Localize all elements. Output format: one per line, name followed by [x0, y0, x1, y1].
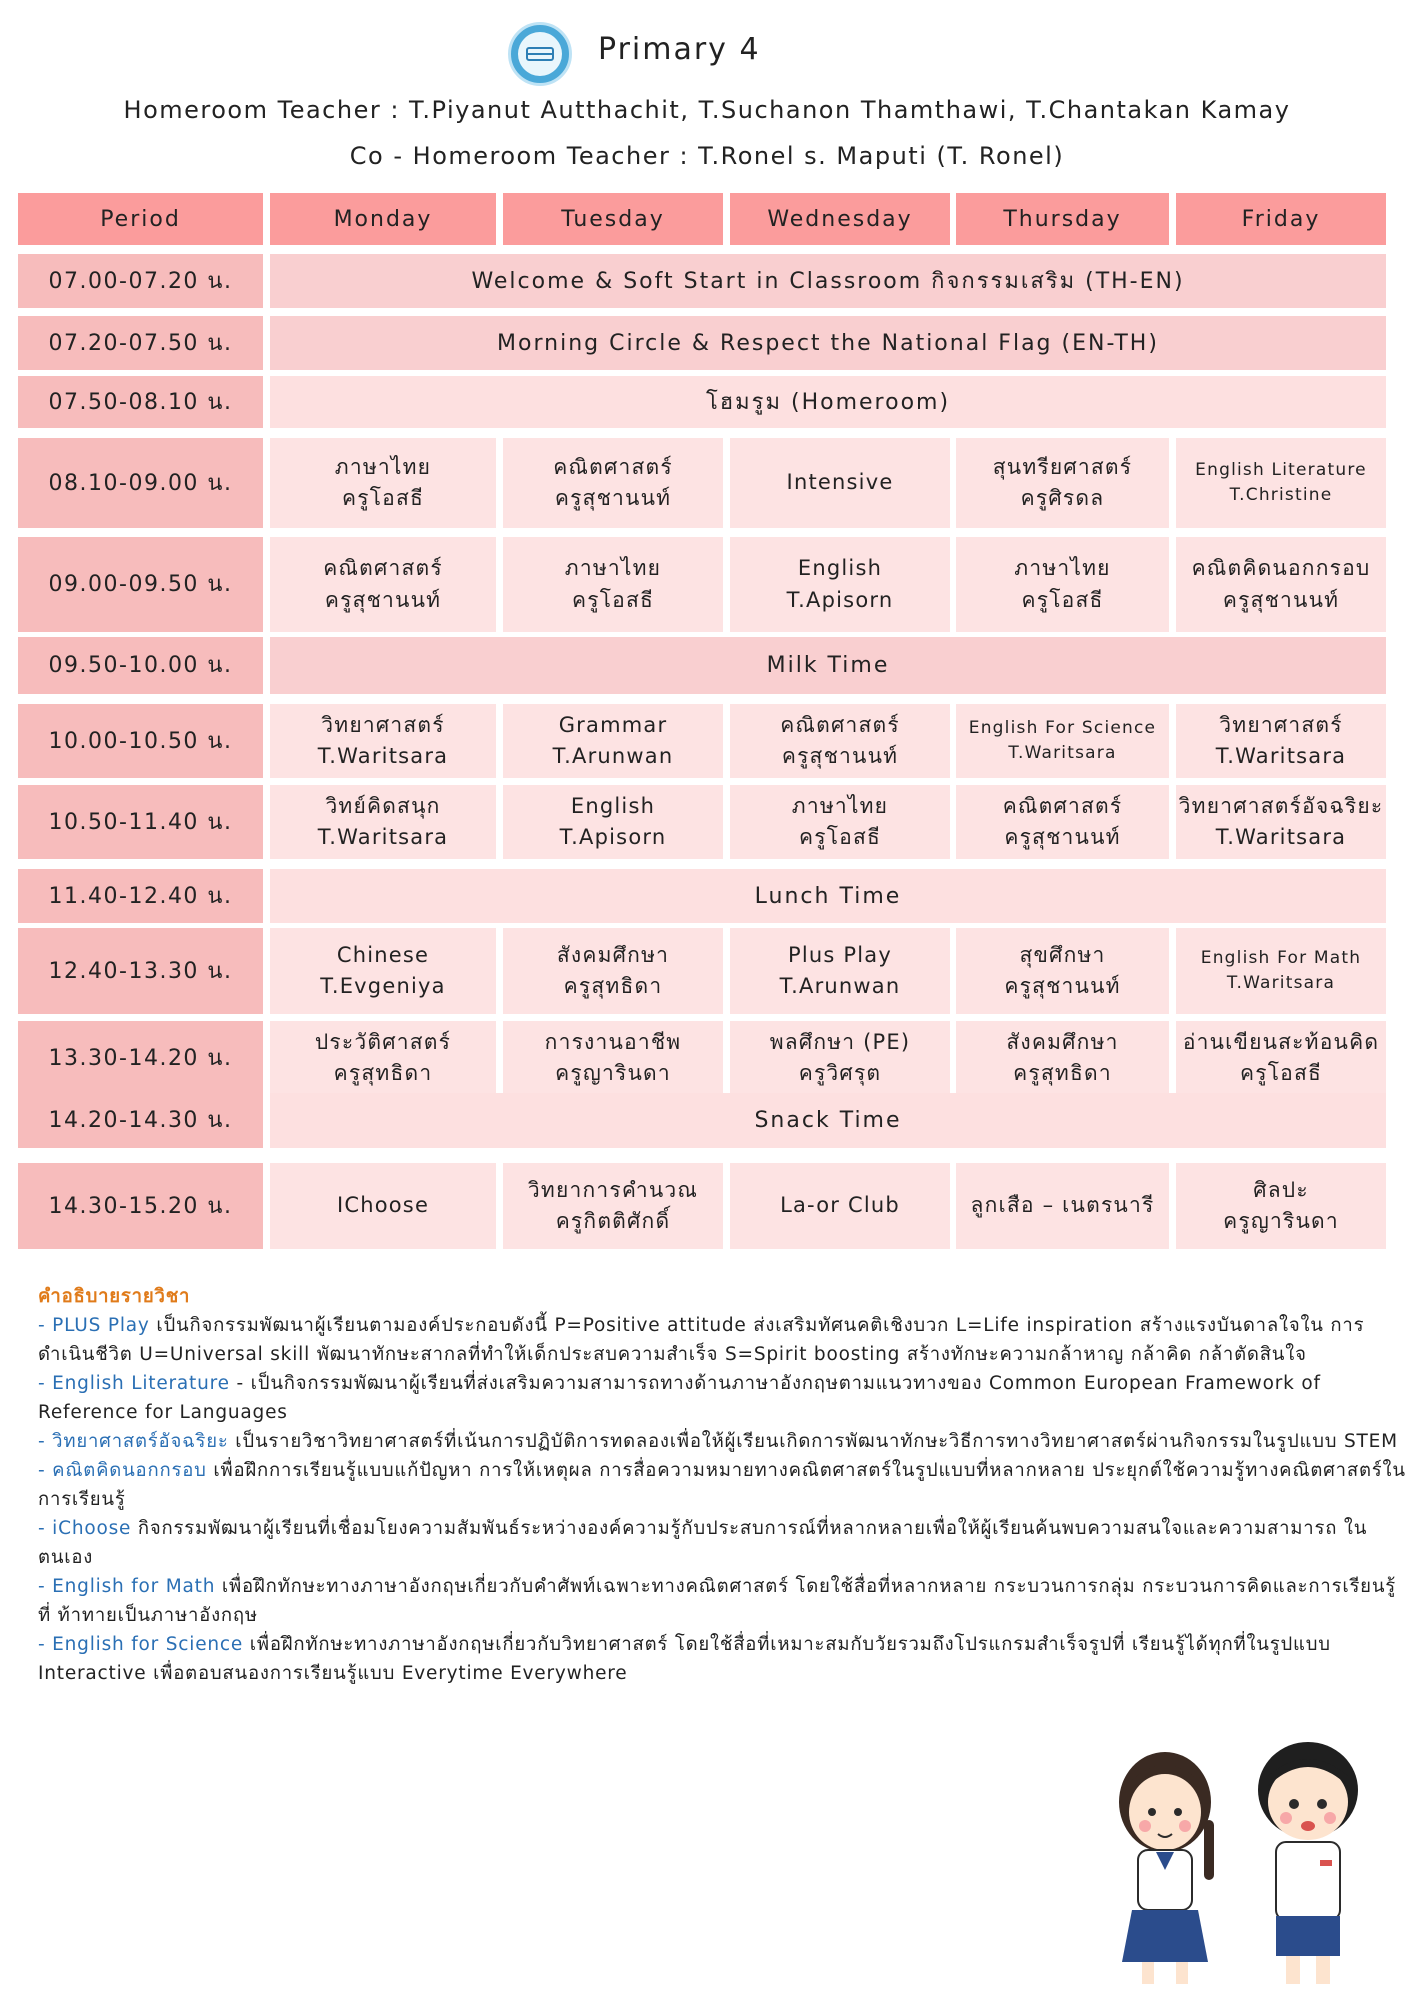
note-item [38, 1369, 1408, 1427]
subject-label: ภาษาไทย [1014, 556, 1111, 580]
teacher-label: ครูกิตติศักดิ์ [555, 1209, 671, 1233]
note-item [38, 1572, 1408, 1630]
teacher-label: T.Apisorn [786, 587, 894, 612]
page-title: Primary 4 [598, 32, 761, 67]
teacher-label: T.Arunwan [552, 744, 674, 768]
class-cell [956, 1163, 1169, 1249]
spanning-activity-label: Morning Circle & Respect the National Flag (EN-TH) [497, 330, 1159, 356]
class-cell [730, 1163, 950, 1249]
note-key: - คณิตคิดนอกกรอบ [38, 1460, 207, 1481]
teacher-label: ครูสุชานนท์ [781, 744, 899, 768]
period-label: 07.20-07.50 น. [48, 330, 233, 356]
teacher-label: ครูสุทธิดา [563, 974, 663, 998]
subject-label: วิทยาการคำนวณ [527, 1177, 699, 1202]
spanning-activity [270, 316, 1386, 370]
teacher-label: ครูโอสธี [1239, 1061, 1323, 1085]
subject-label: คณิตศาสตร์ [780, 712, 900, 737]
subject-label: วิทยาศาสตร์อัจฉริยะ [1178, 793, 1384, 818]
subject-label: Grammar [558, 712, 668, 737]
note-key: - วิทยาศาสตร์อัจฉริยะ [38, 1431, 229, 1452]
class-cell [730, 704, 950, 778]
note-item [38, 1456, 1408, 1514]
note-key: - English for Science [38, 1634, 244, 1655]
note-item [38, 1311, 1408, 1369]
subject-label: คณิตศาสตร์ [1002, 793, 1123, 818]
teacher-label: ครูญารินดา [1223, 1209, 1339, 1233]
subject-label: ภาษาไทย [334, 454, 432, 479]
subject-label: คณิตศาสตร์ [323, 556, 443, 580]
notes-list [38, 1311, 1408, 1688]
boy-student-icon [1258, 1742, 1358, 1984]
teacher-label: T.Waritsara [1008, 743, 1117, 763]
spanning-activity [270, 637, 1386, 694]
note-item [38, 1630, 1408, 1688]
subject-label: สุขศึกษา [1019, 942, 1106, 967]
subject-label: Chinese [336, 942, 430, 967]
class-cell [1176, 1163, 1386, 1249]
class-cell [503, 785, 723, 859]
spanning-activity [270, 254, 1386, 308]
class-cell [270, 928, 496, 1014]
class-cell [503, 1163, 723, 1249]
class-cell [730, 928, 950, 1014]
subject-label: English For Math [1200, 947, 1362, 968]
class-cell [270, 537, 496, 632]
teacher-label: ครูสุชานนท์ [1004, 974, 1121, 998]
subject-label: การงานอาชีพ [544, 1029, 682, 1054]
class-cell [270, 1163, 496, 1249]
teacher-label: ครูสุชานนท์ [1004, 825, 1121, 849]
period-label: 10.00-10.50 น. [48, 728, 233, 754]
spanning-activity-label: Milk Time [766, 653, 890, 678]
class-cell [1176, 537, 1386, 632]
class-cell [956, 537, 1169, 632]
girl-student-icon [1119, 1752, 1214, 1984]
note-text: เป็นกิจกรรมพัฒนาผู้เรียนตามองค์ประกอบดังนี้ P=Positive attitude ส่งเสริมทัศนคติเชิงบวก L=Life inspiration สร้างแรงบันดาลใจใน การดำเนินชีวิต U=Universal skill พัฒนาทักษะสากลที่ทำให้เด็กประสบความสำเร็จ S=Spirit boosting สร้างทักษะความกล้าหาญ กล้าคิด กล้าตัดสินใจ [38, 1315, 1365, 1365]
teacher-label: ครูวิศรุต [798, 1061, 882, 1085]
period-label: 13.30-14.20 น. [48, 1045, 233, 1071]
period-cell [18, 376, 263, 428]
class-cell [956, 785, 1169, 859]
teacher-label: ครูญารินดา [555, 1061, 671, 1085]
subject-label: ศิลปะ [1253, 1177, 1309, 1202]
subject-label: ภาษาไทย [791, 793, 889, 818]
column-header-label: Tuesday [561, 206, 665, 232]
class-cell [730, 537, 950, 632]
teacher-label: ครูโอสธี [1021, 587, 1104, 612]
note-item [38, 1514, 1408, 1572]
period-label: 14.20-14.30 น. [48, 1108, 233, 1133]
subject-label: ประวัติศาสตร์ [314, 1029, 452, 1054]
note-text: เพื่อฝึกทักษะทางภาษาอังกฤษเกี่ยวกับวิทยาศาสตร์ โดยใช้สื่อที่เหมาะสมกับวัยรวมถึงโปรแกรมสำเร็จรูปที่ เรียนรู้ได้ทุกที่ในรูปแบบ Interactive เพื่อตอบสนองการเรียนรู้แบบ Everytime Everywhere [38, 1634, 1331, 1684]
column-header [1176, 193, 1386, 245]
class-cell [1176, 704, 1386, 778]
note-text: - เป็นกิจกรรมพัฒนาผู้เรียนที่ส่งเสริมความสามารถทางด้านภาษาอังกฤษตามแนวทางของ Common European Framework of Reference for Languages [38, 1373, 1321, 1423]
teacher-label: T.Waritsara [317, 744, 449, 768]
column-header [270, 193, 496, 245]
note-text: กิจกรรมพัฒนาผู้เรียนที่เชื่อมโยงความสัมพันธ์ระหว่างองค์ความรู้กับประสบการณ์ที่หลากหลายเพื่อให้ผู้เรียนค้นพบความสนใจและความสามารถ ในตนเอง [38, 1518, 1368, 1568]
period-label: 11.40-12.40 น. [48, 883, 233, 909]
period-cell [18, 928, 263, 1014]
subject-label: พลศึกษา (PE) [769, 1029, 911, 1054]
subject-notes [38, 1282, 1408, 1688]
period-cell [18, 1163, 263, 1249]
notes-title: คำอธิบายรายวิชา [38, 1286, 191, 1307]
subject-label: คณิตคิดนอกกรอบ [1191, 556, 1371, 580]
period-label: 14.30-15.20 น. [48, 1193, 233, 1219]
teacher-label: ครูสุชานนท์ [554, 486, 672, 510]
class-cell [503, 537, 723, 632]
class-cell [956, 438, 1169, 528]
teacher-label: ครูสุทธิดา [333, 1061, 433, 1085]
subject-label: Intensive [786, 470, 894, 495]
teacher-label: ครูศิรดล [1020, 486, 1105, 510]
spanning-activity-label: โฮมรูม (Homeroom) [705, 389, 951, 415]
column-header [730, 193, 950, 245]
teacher-label: T.Arunwan [779, 974, 901, 998]
subject-label: ลูกเสือ – เนตรนารี [970, 1193, 1155, 1218]
period-label: 10.50-11.40 น. [48, 809, 233, 835]
column-header [503, 193, 723, 245]
subject-label: คณิตศาสตร์ [553, 454, 673, 479]
period-cell [18, 869, 263, 923]
subject-label: อ่านเขียนสะท้อนคิด [1182, 1029, 1380, 1054]
note-text: เป็นรายวิชาวิทยาศาสตร์ที่เน้นการปฏิบัติการทดลองเพื่อให้ผู้เรียนเกิดการพัฒนาทักษะวิธีการทางวิทยาศาสตร์ผ่านกิจกรรมในรูปแบบ STEM [228, 1431, 1398, 1452]
class-cell [730, 1021, 950, 1095]
subject-label: English [570, 793, 656, 818]
class-cell [730, 785, 950, 859]
teacher-label: T.Waritsara [1215, 825, 1347, 849]
subject-label: วิทยาศาสตร์ [321, 712, 445, 737]
column-header-label: Period [100, 206, 181, 232]
teacher-label: ครูสุชานนท์ [324, 587, 442, 612]
column-header-label: Thursday [1003, 206, 1122, 232]
class-cell [730, 438, 950, 528]
period-label: 09.50-10.00 น. [48, 653, 233, 678]
column-header-label: Friday [1241, 206, 1321, 232]
class-cell [956, 928, 1169, 1014]
teacher-label: T.Evgeniya [320, 974, 446, 998]
class-cell [503, 704, 723, 778]
teacher-label: ครูโอสธี [798, 825, 882, 849]
class-cell [270, 438, 496, 528]
class-cell [1176, 1021, 1386, 1095]
note-key: - iChoose [38, 1518, 132, 1539]
spanning-activity [270, 869, 1386, 923]
class-cell [1176, 785, 1386, 859]
note-text: เพื่อฝึกการเรียนรู้แบบแก้ปัญหา การให้เหตุผล การสื่อความหมายทางคณิตศาสตร์ในรูปแบบที่หลากหลาย ประยุกต์ใช้ความรู้ทางคณิตศาสตร์ในการเรียนรู้ [38, 1460, 1406, 1510]
subject-label: English For Science [968, 717, 1157, 738]
subject-label: Plus Play [787, 942, 893, 967]
period-cell [18, 254, 263, 308]
note-key: - English Literature [38, 1373, 230, 1394]
note-item [38, 1427, 1408, 1456]
subject-label: วิทยาศาสตร์ [1219, 712, 1343, 737]
class-cell [503, 1021, 723, 1095]
subject-label: La-or Club [780, 1193, 900, 1218]
column-header-label: Monday [333, 206, 433, 232]
teacher-label: T.Waritsara [1215, 744, 1347, 768]
period-cell [18, 637, 263, 694]
teacher-label: ครูสุชานนท์ [1222, 587, 1340, 612]
column-header [18, 193, 263, 245]
teacher-label: ครูโอสธี [341, 486, 425, 510]
teacher-label: T.Waritsara [1226, 973, 1336, 993]
class-cell [503, 438, 723, 528]
subject-label: English [797, 556, 883, 580]
note-key: - English for Math [38, 1576, 216, 1597]
subject-label: สุนทรียศาสตร์ [992, 454, 1133, 479]
period-cell [18, 438, 263, 528]
column-header-label: Wednesday [767, 206, 913, 232]
period-label: 09.00-09.50 น. [48, 572, 233, 597]
class-cell [1176, 928, 1386, 1014]
period-cell [18, 316, 263, 370]
column-header [956, 193, 1169, 245]
subject-label: สังคมศึกษา [556, 942, 670, 967]
spanning-activity-label: Welcome & Soft Start in Classroom กิจกรรมเสริม (TH-EN) [471, 268, 1185, 294]
teacher-label: T.Apisorn [559, 825, 667, 849]
homeroom-teachers: Homeroom Teacher : T.Piyanut Autthachit, T.Suchanon Thamthawi, T.Chantakan Kamay [123, 96, 1291, 124]
subject-label: สังคมศึกษา [1006, 1029, 1119, 1054]
class-cell [270, 1021, 496, 1095]
students-illustration [1090, 1730, 1390, 1995]
subject-label: ภาษาไทย [564, 556, 662, 580]
co-homeroom-teacher: Co - Homeroom Teacher : T.Ronel s. Maputi (T. Ronel) [349, 142, 1065, 170]
class-cell [503, 928, 723, 1014]
period-label: 07.00-07.20 น. [48, 268, 233, 294]
period-label: 12.40-13.30 น. [48, 958, 233, 984]
spanning-activity [270, 1093, 1386, 1148]
class-cell [956, 704, 1169, 778]
spanning-activity-label: Lunch Time [754, 883, 902, 909]
teacher-label: T.Waritsara [317, 825, 449, 849]
period-cell [18, 1021, 263, 1095]
class-cell [270, 785, 496, 859]
period-cell [18, 785, 263, 859]
period-label: 07.50-08.10 น. [48, 389, 233, 415]
period-cell [18, 537, 263, 632]
spanning-activity-label: Snack Time [754, 1108, 902, 1133]
class-cell [956, 1021, 1169, 1095]
teacher-label: T.Christine [1229, 485, 1333, 505]
subject-label: IChoose [336, 1193, 430, 1218]
note-text: เพื่อฝึกทักษะทางภาษาอังกฤษเกี่ยวกับคำศัพท์เฉพาะทางคณิตศาสตร์ โดยใช้สื่อที่หลากหลาย กระบวนการกลุ่ม กระบวนการคิดและการเรียนรู้ที่ ท้าทายเป็นภาษาอังกฤษ [38, 1576, 1396, 1626]
period-label: 08.10-09.00 น. [48, 470, 233, 496]
subject-label: English Literature [1195, 459, 1367, 480]
class-cell [1176, 438, 1386, 528]
teacher-label: ครูสุทธิดา [1013, 1061, 1112, 1085]
subject-label: วิทย์คิดสนุก [325, 793, 441, 818]
teacher-label: ครูโอสธี [571, 587, 655, 612]
period-cell [18, 704, 263, 778]
spanning-activity [270, 376, 1386, 428]
class-cell [270, 704, 496, 778]
period-cell [18, 1093, 263, 1148]
note-key: - PLUS Play [38, 1315, 150, 1336]
